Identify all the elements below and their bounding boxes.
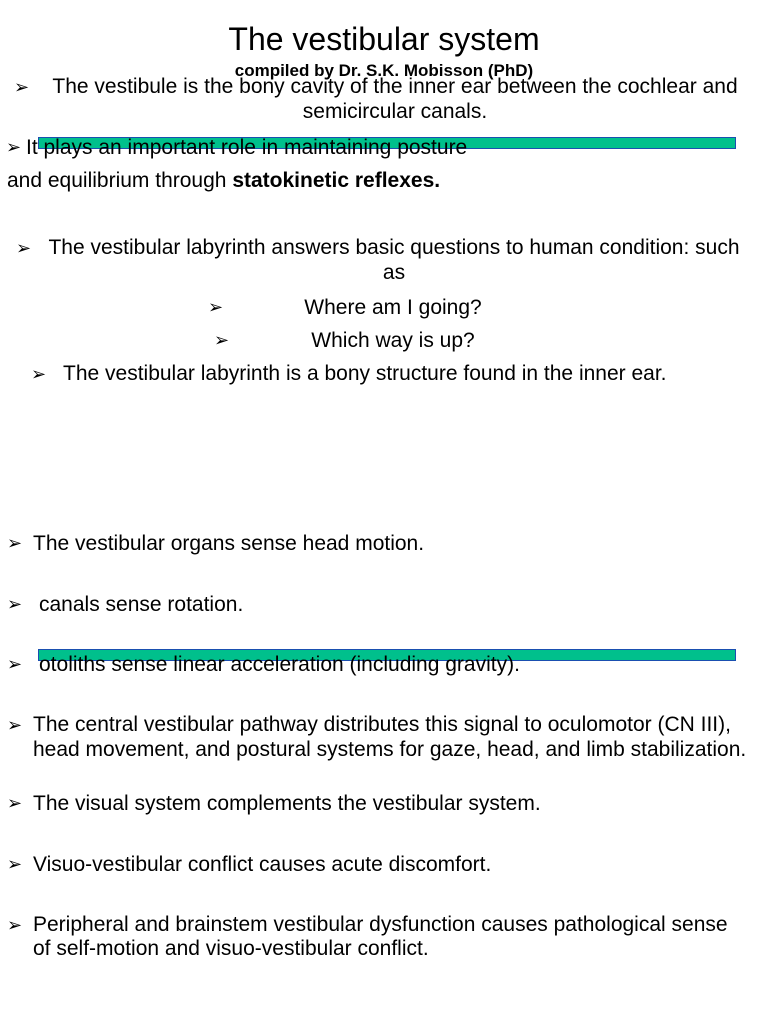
bullet-arrow-icon: ➢ [7, 715, 23, 735]
question-which-way-up: Which way is up? [311, 329, 475, 352]
bullet-arrow-icon: ➢ [7, 654, 23, 674]
bullet-visuo-vestibular-conflict: Visuo-vestibular conflict causes acute discomfort. [33, 853, 492, 876]
bullet-labyrinth-questions: The vestibular labyrinth answers basic questions to human condition: such as [48, 236, 740, 284]
question-where-going: Where am I going? [304, 296, 482, 319]
statokinetic-reflexes-text: statokinetic reflexes. [232, 169, 441, 192]
bullet-otoliths-acceleration: otoliths sense linear acceleration (including gravity). [39, 653, 520, 676]
page-title: The vestibular system [228, 21, 540, 57]
bullet-arrow-icon: ➢ [7, 793, 23, 813]
bullet-arrow-icon: ➢ [7, 854, 23, 874]
bullet-arrow-icon: ➢ [6, 137, 22, 157]
bullet-arrow-icon: ➢ [14, 77, 30, 97]
bullet-arrow-icon: ➢ [7, 594, 23, 614]
bullet-central-pathway: The central vestibular pathway distributes this signal to oculomotor (CN III), head movement, and postural systems for gaze, head, and limb stabilization. [33, 713, 747, 761]
bullet-arrow-icon: ➢ [7, 533, 23, 553]
bullet-arrow-icon: ➢ [7, 915, 23, 935]
bullet-vestibule-definition: The vestibule is the bony cavity of the inner ear between the cochlear and semicircular canals. [52, 75, 738, 123]
bullet-posture-text: and equilibrium through [7, 169, 233, 192]
bullet-visual-system: The visual system complements the vestibular system. [33, 792, 541, 815]
bullet-labyrinth-structure: The vestibular labyrinth is a bony structure found in the inner ear. [63, 362, 667, 385]
bullet-posture-line1: It plays an important role in maintaining posture [26, 136, 468, 159]
bullet-head-motion: The vestibular organs sense head motion. [33, 532, 425, 555]
bullet-canals-rotation: canals sense rotation. [39, 593, 244, 616]
bullet-arrow-icon: ➢ [214, 330, 230, 350]
bullet-arrow-icon: ➢ [208, 297, 224, 317]
bullet-arrow-icon: ➢ [16, 238, 32, 258]
bullet-posture-line2 [7, 168, 440, 193]
bullet-arrow-icon: ➢ [31, 364, 47, 384]
bullet-dysfunction: Peripheral and brainstem vestibular dysfunction causes pathological sense of self-motion and visuo-vestibular conflict. [33, 913, 728, 960]
page-subtitle: compiled by Dr. S.K. Mobisson (PhD) [234, 61, 534, 80]
